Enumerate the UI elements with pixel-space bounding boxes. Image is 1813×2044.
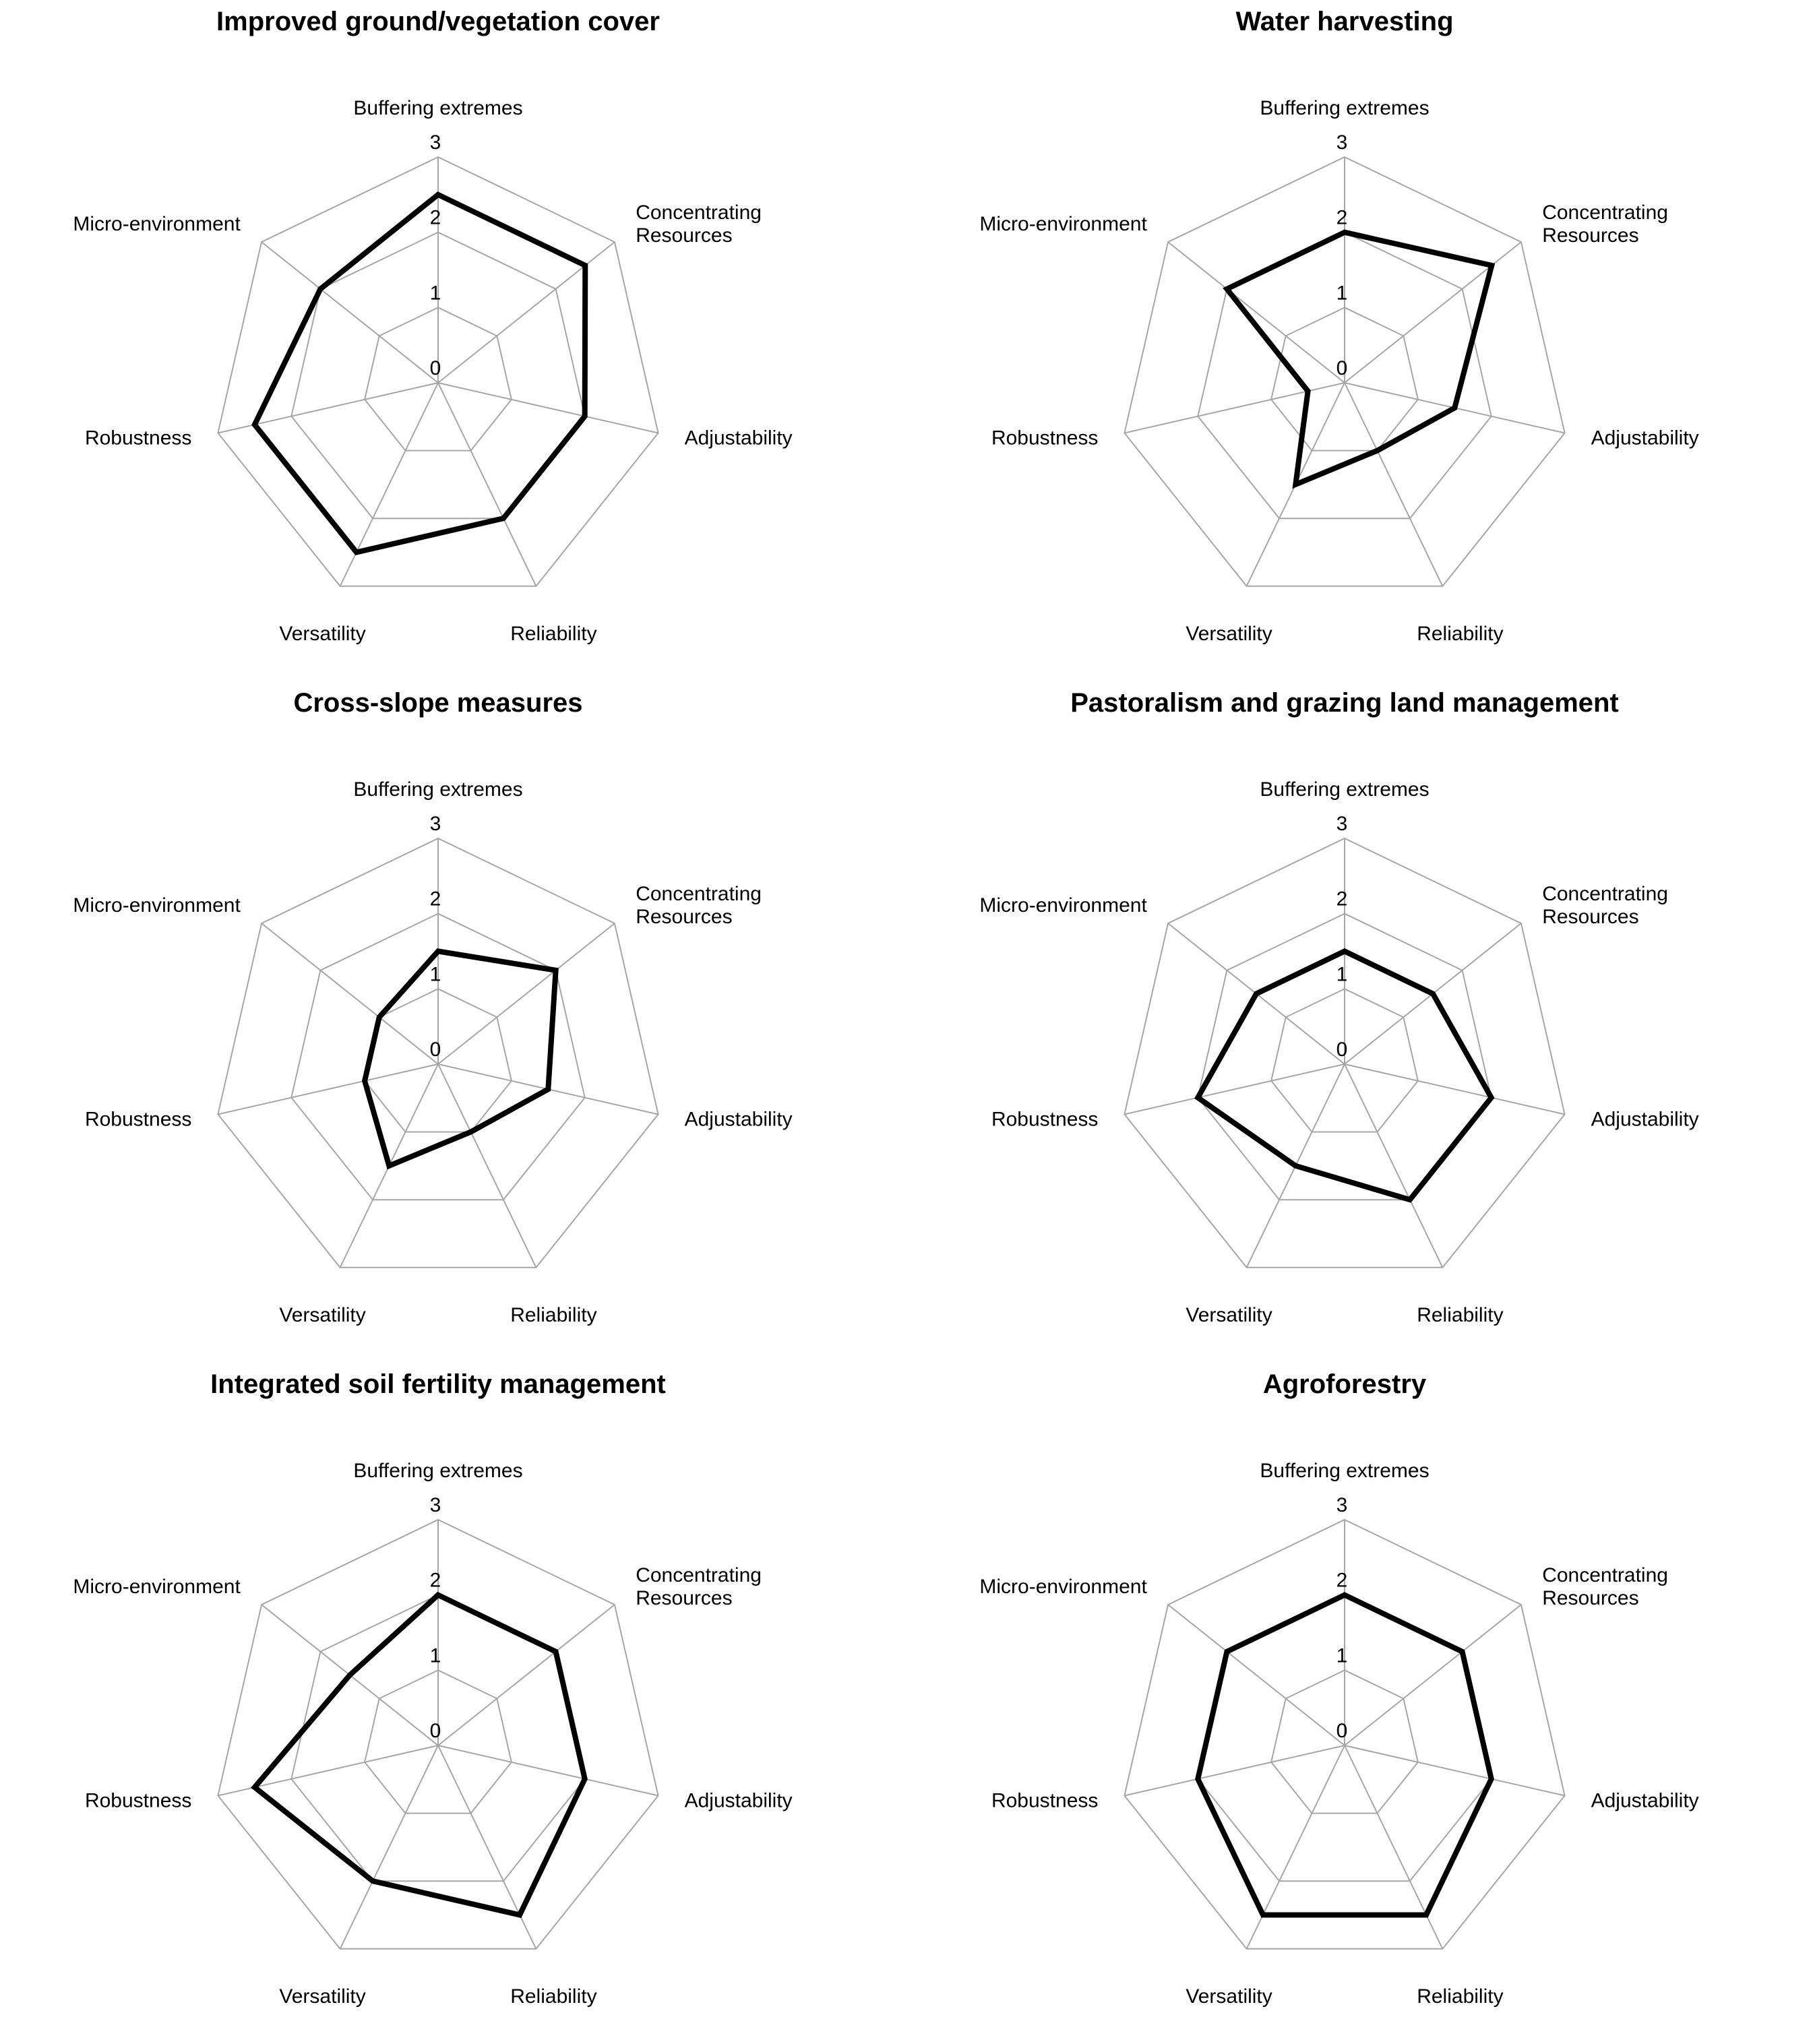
axis-label: Versatility: [279, 622, 366, 645]
axis-label: Versatility: [279, 1303, 366, 1326]
grid-spoke: [218, 1064, 438, 1115]
axis-label: Concentrating Resources: [636, 202, 762, 247]
axis-label: Concentrating Resources: [1542, 202, 1668, 247]
grid-spoke: [1124, 383, 1345, 433]
axis-label: Micro-environment: [979, 894, 1147, 917]
data-polygon: [255, 1595, 585, 1915]
grid-spoke: [1345, 1745, 1565, 1796]
tick-label: 2: [429, 888, 441, 910]
axis-label: Reliability: [510, 1303, 597, 1326]
grid-spoke: [1345, 383, 1442, 586]
tick-label: 1: [1336, 1644, 1348, 1667]
tick-label: 0: [1336, 1039, 1348, 1061]
axis-label: Robustness: [84, 1789, 192, 1812]
grid-spoke: [1124, 1064, 1345, 1115]
tick-label: 3: [1336, 131, 1348, 154]
axis-label: Reliability: [1417, 1303, 1504, 1326]
tick-label: 0: [429, 357, 441, 379]
data-polygon: [365, 952, 556, 1166]
axis-label: Adjustability: [1591, 1108, 1699, 1131]
axis-label: Reliability: [510, 1985, 597, 2008]
axis-label: Versatility: [1186, 1303, 1272, 1326]
grid-spoke: [438, 383, 536, 586]
grid-spoke: [438, 383, 658, 433]
tick-label: 2: [429, 206, 441, 229]
radar-plot-cross-slope-measures: [0, 727, 906, 1361]
tick-label: 1: [429, 963, 441, 986]
grid-spoke: [340, 383, 438, 586]
tick-label: 2: [1336, 1569, 1348, 1592]
data-polygon: [255, 195, 586, 553]
axis-label: Buffering extremes: [1260, 778, 1430, 801]
grid-spoke: [438, 1605, 615, 1745]
axis-label: Micro-environment: [979, 1576, 1147, 1599]
grid-spoke: [1124, 1745, 1345, 1796]
chart-title: Cross-slope measures: [293, 688, 583, 718]
axis-label: Robustness: [991, 1789, 1099, 1812]
grid-spoke: [1345, 1745, 1442, 1949]
data-polygon: [1227, 233, 1492, 485]
axis-label: Robustness: [84, 1108, 192, 1131]
chart-title: Agroforestry: [1262, 1369, 1427, 1399]
axis-label: Buffering extremes: [353, 97, 523, 119]
radar-plot-improved-ground-vegetation-cover: [0, 46, 906, 680]
grid-spoke: [1247, 1745, 1345, 1949]
axis-label: Versatility: [1186, 622, 1272, 645]
axis-label: Reliability: [1417, 1985, 1504, 2008]
grid-spoke: [438, 242, 615, 383]
chart-title: Integrated soil fertility management: [210, 1369, 666, 1399]
axis-label: Adjustability: [1591, 427, 1699, 450]
axis-label: Concentrating Resources: [1542, 883, 1668, 929]
chart-title: Improved ground/vegetation cover: [216, 7, 660, 36]
axis-label: Micro-environment: [73, 1576, 241, 1599]
radar-chart-improved-ground-vegetation-cover: [0, 0, 906, 681]
tick-label: 2: [429, 1569, 441, 1592]
tick-label: 0: [1336, 357, 1348, 379]
grid-spoke: [1345, 1605, 1521, 1745]
axis-label: Micro-environment: [73, 894, 241, 917]
grid-spoke: [340, 1745, 438, 1949]
axis-label: Micro-environment: [73, 213, 241, 236]
tick-label: 1: [429, 1644, 441, 1667]
axis-label: Concentrating Resources: [1542, 1564, 1668, 1610]
axis-label: Adjustability: [684, 1108, 793, 1131]
axis-label: Buffering extremes: [353, 1460, 523, 1482]
chart-title: Water harvesting: [1235, 7, 1454, 36]
tick-label: 1: [1336, 282, 1348, 305]
axis-label: Adjustability: [1591, 1789, 1699, 1812]
grid-spoke: [262, 923, 438, 1064]
radar-chart-pastoralism-grazing-land-management: [906, 681, 1813, 1363]
grid-spoke: [1168, 242, 1345, 383]
axis-label: Reliability: [1417, 622, 1504, 645]
axis-label: Buffering extremes: [1260, 1460, 1430, 1482]
tick-label: 2: [1336, 888, 1348, 910]
radar-chart-cross-slope-measures: [0, 681, 906, 1363]
chart-title: Pastoralism and grazing land management: [1070, 688, 1619, 718]
grid-spoke: [438, 1745, 536, 1949]
tick-label: 3: [1336, 1494, 1348, 1516]
tick-label: 2: [1336, 206, 1348, 229]
axis-label: Robustness: [991, 1108, 1099, 1131]
tick-label: 3: [429, 813, 441, 835]
axis-label: Buffering extremes: [353, 778, 523, 801]
grid-spoke: [218, 1745, 438, 1796]
axis-label: Robustness: [84, 427, 192, 450]
grid-spoke: [218, 383, 438, 433]
axis-label: Adjustability: [684, 1789, 793, 1812]
axis-label: Adjustability: [684, 427, 793, 450]
tick-label: 1: [1336, 963, 1348, 986]
radar-plot-agroforestry: [906, 1408, 1813, 2043]
grid-spoke: [438, 923, 615, 1064]
radar-chart-agroforestry: [906, 1363, 1813, 2044]
radar-plot-integrated-soil-fertility-management: [0, 1408, 906, 2043]
radar-plot-water-harvesting: [906, 46, 1813, 680]
tick-label: 3: [429, 131, 441, 154]
axis-label: Robustness: [991, 427, 1099, 450]
tick-label: 3: [429, 1494, 441, 1516]
tick-label: 3: [1336, 813, 1348, 835]
tick-label: 0: [429, 1039, 441, 1061]
axis-label: Reliability: [510, 622, 597, 645]
grid-spoke: [438, 1064, 536, 1268]
radar-chart-water-harvesting: [906, 0, 1813, 681]
axis-label: Concentrating Resources: [636, 883, 762, 929]
tick-label: 0: [429, 1720, 441, 1742]
radar-chart-integrated-soil-fertility-management: [0, 1363, 906, 2044]
axis-label: Versatility: [279, 1985, 366, 2008]
grid-spoke: [438, 1745, 658, 1796]
axis-label: Concentrating Resources: [636, 1564, 762, 1610]
grid-spoke: [1168, 1605, 1345, 1745]
axis-label: Micro-environment: [979, 213, 1147, 236]
tick-label: 0: [1336, 1720, 1348, 1742]
tick-label: 1: [429, 282, 441, 305]
grid-spoke: [1345, 242, 1521, 383]
axis-label: Versatility: [1186, 1985, 1272, 2008]
grid-spoke: [1345, 1064, 1442, 1268]
grid-spoke: [1345, 1064, 1565, 1115]
radar-plot-pastoralism-grazing-land-management: [906, 727, 1813, 1361]
axis-label: Buffering extremes: [1260, 97, 1430, 119]
